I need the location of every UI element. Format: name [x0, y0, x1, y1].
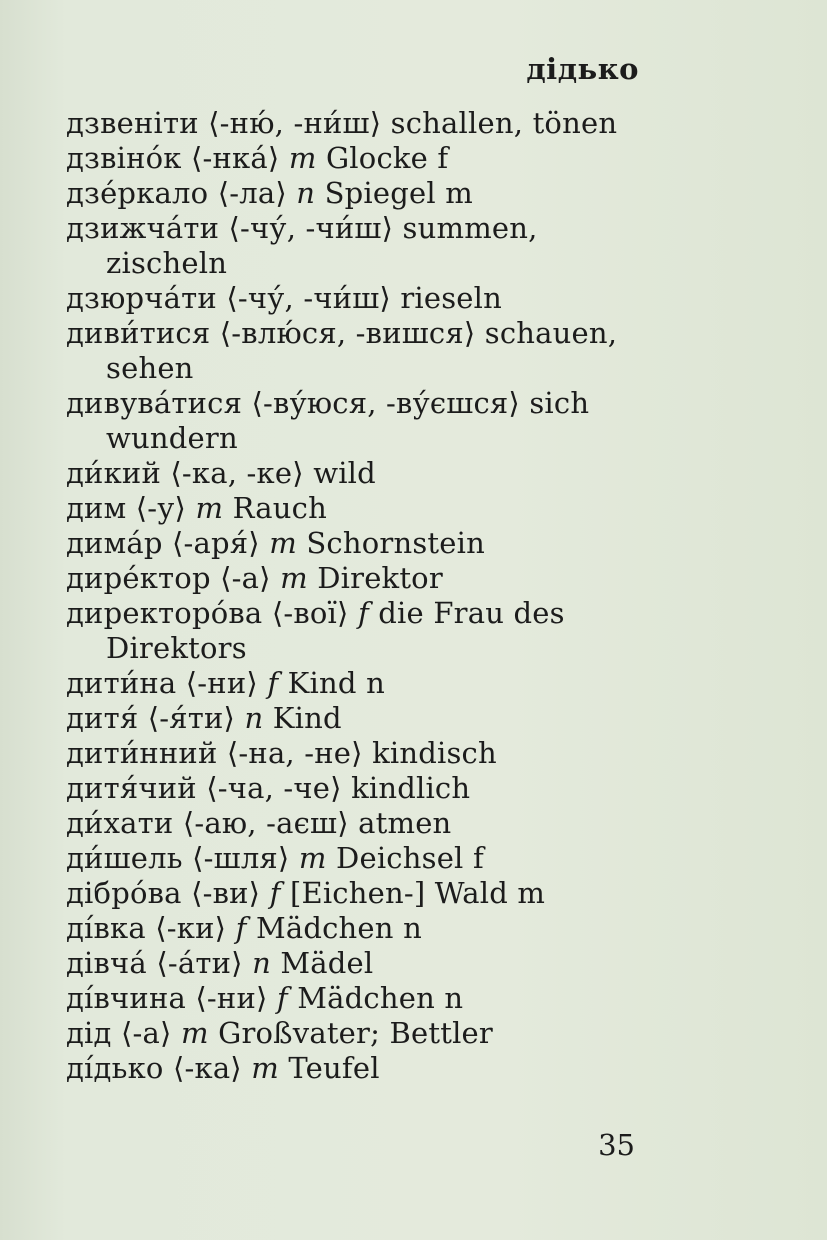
headword: ді́вчина — [66, 981, 186, 1015]
headword: ді́дько — [66, 1051, 164, 1085]
entry — [66, 386, 646, 456]
gender-marker: n — [252, 946, 271, 980]
headword: дзе́ркало — [66, 176, 209, 210]
german-gloss: Kind n — [287, 666, 385, 700]
inflection-forms: ⟨-ни⟩ — [195, 981, 268, 1015]
german-gloss: Rauch — [232, 491, 327, 525]
inflection-forms: ⟨-ла⟩ — [217, 176, 287, 210]
entry — [66, 316, 646, 386]
entry — [66, 666, 646, 701]
headword: дзвеніти — [66, 106, 199, 140]
german-gloss: rieseln — [400, 281, 503, 315]
inflection-forms: ⟨-вої⟩ — [271, 596, 349, 630]
headword: диви́тися — [66, 316, 211, 350]
entry — [66, 771, 646, 806]
entry — [66, 141, 646, 176]
running-head: дідько — [526, 52, 639, 86]
headword: дима́р — [66, 526, 163, 560]
inflection-forms: ⟨-шля⟩ — [192, 841, 290, 875]
entry — [66, 211, 646, 281]
headword: дире́ктор — [66, 561, 211, 595]
entry — [66, 736, 646, 771]
german-gloss: Kind — [272, 701, 342, 735]
headword: дівча́ — [66, 946, 147, 980]
inflection-forms: ⟨-чу́, -чи́ш⟩ — [226, 281, 391, 315]
german-gloss: [Eichen-] Wald m — [289, 876, 546, 910]
german-gloss: atmen — [358, 806, 452, 840]
inflection-forms: ⟨-ча, -че⟩ — [206, 771, 342, 805]
inflection-forms: ⟨-а⟩ — [121, 1016, 172, 1050]
headword: дитя́ — [66, 701, 139, 735]
gender-marker: f — [267, 666, 279, 700]
headword: дити́на — [66, 666, 177, 700]
headword: ді́вка — [66, 911, 146, 945]
headword: дити́нний — [66, 736, 218, 770]
inflection-forms: ⟨-аря́⟩ — [172, 526, 260, 560]
inflection-forms: ⟨-я́ти⟩ — [147, 701, 236, 735]
gender-marker: m — [251, 1051, 279, 1085]
gender-marker: m — [280, 561, 308, 595]
inflection-forms: ⟨-у⟩ — [135, 491, 187, 525]
inflection-forms: ⟨-чу́, -чи́ш⟩ — [228, 211, 394, 245]
german-gloss: Teufel — [288, 1051, 380, 1085]
german-gloss: Mädchen n — [297, 981, 464, 1015]
german-gloss: schauen, sehen — [106, 316, 618, 385]
inflection-forms: ⟨-ки⟩ — [155, 911, 227, 945]
german-gloss: sich wundern — [106, 386, 590, 455]
gender-marker: m — [269, 526, 297, 560]
inflection-forms: ⟨-нка́⟩ — [191, 141, 280, 175]
inflection-forms: ⟨-ка⟩ — [172, 1051, 242, 1085]
headword: дзижча́ти — [66, 211, 220, 245]
gender-marker: f — [357, 596, 369, 630]
headword: дим — [66, 491, 127, 525]
gender-marker: n — [244, 701, 264, 735]
entry — [66, 911, 646, 946]
headword: ди́шель — [66, 841, 183, 875]
gender-marker: m — [298, 841, 327, 875]
gender-marker: m — [288, 141, 317, 175]
inflection-forms: ⟨-ву́юся, -ву́єшся⟩ — [251, 386, 520, 420]
german-gloss: Schornstein — [306, 526, 485, 560]
entry — [66, 561, 646, 596]
german-gloss: Großvater; Bettler — [218, 1016, 493, 1050]
entry — [66, 806, 646, 841]
headword: дзвіно́к — [66, 141, 182, 175]
german-gloss: Mädel — [280, 946, 374, 980]
inflection-forms: ⟨-ни⟩ — [185, 666, 258, 700]
inflection-forms: ⟨-ню́, -ни́ш⟩ — [208, 106, 382, 140]
entry — [66, 1016, 646, 1051]
entry-list — [66, 106, 646, 1086]
german-gloss: die Frau des Direktors — [106, 596, 565, 665]
entry — [66, 526, 646, 561]
gender-marker: m — [195, 491, 224, 525]
entry — [66, 106, 646, 141]
german-gloss: kindisch — [372, 736, 497, 770]
entry — [66, 841, 646, 876]
headword: дивува́тися — [66, 386, 243, 420]
entry — [66, 281, 646, 316]
entry — [66, 596, 646, 666]
headword: дитя́чий — [66, 771, 197, 805]
entry — [66, 701, 646, 736]
inflection-forms: ⟨-ка, -ке⟩ — [170, 456, 304, 490]
german-gloss: summen, zischeln — [106, 211, 538, 280]
gender-marker: n — [296, 176, 316, 210]
entry — [66, 491, 646, 526]
headword: ди́кий — [66, 456, 161, 490]
headword: ди́хати — [66, 806, 174, 840]
gender-marker: f — [269, 876, 281, 910]
headword: директоро́ва — [66, 596, 263, 630]
german-gloss: Direktor — [317, 561, 443, 595]
gender-marker: f — [235, 911, 247, 945]
inflection-forms: ⟨-а́ти⟩ — [156, 946, 243, 980]
headword: дід — [66, 1016, 112, 1050]
german-gloss: schallen, tönen — [390, 106, 618, 140]
german-gloss: Deichsel f — [336, 841, 484, 875]
gender-marker: f — [276, 981, 288, 1015]
entry — [66, 876, 646, 911]
entry — [66, 946, 646, 981]
gender-marker: m — [180, 1016, 209, 1050]
german-gloss: Mädchen n — [255, 911, 422, 945]
inflection-forms: ⟨-ви⟩ — [191, 876, 261, 910]
entry — [66, 981, 646, 1016]
inflection-forms: ⟨-влю́ся, -вишся⟩ — [219, 316, 476, 350]
inflection-forms: ⟨-на, -не⟩ — [226, 736, 363, 770]
inflection-forms: ⟨-а⟩ — [220, 561, 271, 595]
entry — [66, 456, 646, 491]
german-gloss: Glocke f — [325, 141, 449, 175]
inflection-forms: ⟨-аю, -аєш⟩ — [182, 806, 349, 840]
entry — [66, 1051, 646, 1086]
headword: дзюрча́ти — [66, 281, 217, 315]
page-number: 35 — [598, 1128, 635, 1162]
german-gloss: kindlich — [351, 771, 471, 805]
entry — [66, 176, 646, 211]
headword: дібро́ва — [66, 876, 182, 910]
german-gloss: wild — [313, 456, 376, 490]
german-gloss: Spiegel m — [324, 176, 473, 210]
